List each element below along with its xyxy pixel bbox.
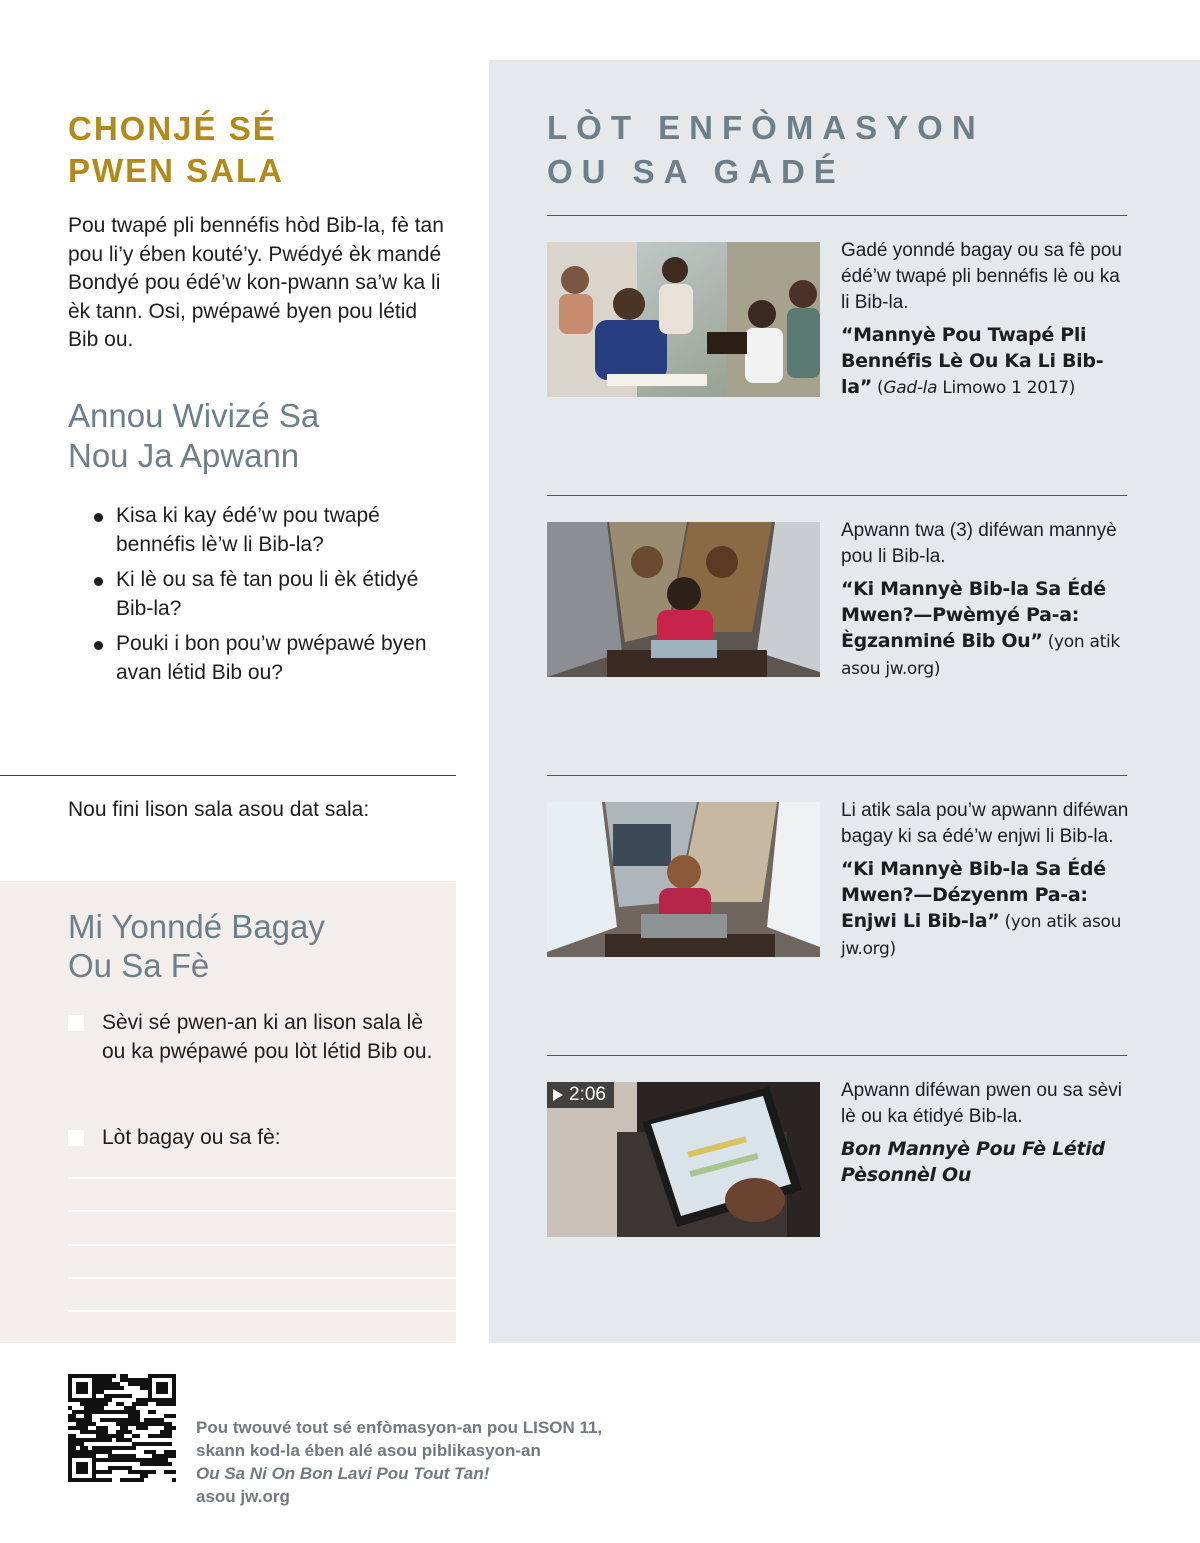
review-question [92,630,432,687]
footer-site: asou jw.org [196,1487,290,1506]
writing-line[interactable] [68,1244,456,1246]
article-reference[interactable] [841,322,1131,401]
article-title-link[interactable]: “Mannyè Pou Twapé Pli Bennéfis Lè Ou Ka Li Bib-la” [841,324,1104,398]
lesson-heading-line: PWEN SALA [68,152,284,189]
article-description: Gadé yonndé bagay ou sa fè pou édé’w twapé pli bennéfis lè ou ka li Bib-la. [841,240,1123,313]
todo-item[interactable] [68,1124,438,1153]
article-thumbnail-girl-reading[interactable] [547,522,820,677]
checkbox-icon[interactable] [68,1130,84,1146]
todo-heading [68,907,325,985]
review-question-text: Ki lè ou sa fè tan pou li èk étidyé Bib-la? [116,568,419,620]
todo-heading-line: Ou Sa Fè [68,947,210,984]
article-item [841,798,1131,962]
article-source: (yon atik asou jw.org) [841,912,1122,959]
article-item [841,518,1131,682]
item-divider [547,215,1127,216]
footer-line [196,1462,602,1508]
review-question-list [92,502,432,694]
article-thumbnail-girl-with-bible[interactable] [547,802,820,957]
source-open: ( [871,378,884,398]
more-info-heading-line: LÒT ENFÒMASYON [547,109,985,146]
article-description: Li atik sala pou’w apwann diféwan bagay ki sa édé’w enjwi li Bib-la. [841,800,1129,847]
bullet-icon [94,641,103,650]
video-duration: 2:06 [569,1084,606,1105]
review-question [92,566,432,623]
article-reference[interactable] [841,576,1131,682]
play-icon[interactable] [553,1089,563,1101]
qr-code-icon[interactable] [68,1374,176,1482]
footer-line: Pou twouvé tout sé enfòmasyon-an pou LISON 11, [196,1418,603,1437]
video-item [841,1078,1131,1188]
item-divider [547,495,1127,496]
todo-heading-line: Mi Yonndé Bagay [68,908,325,945]
source-publication: Gad-la [883,378,938,398]
article-source: (yon atik asou jw.org) [841,632,1120,679]
writing-line[interactable] [68,1310,456,1312]
article-title-link[interactable]: “Ki Mannyè Bib-la Sa Édé Mwen?—Pwèmyé Pa-a: Ègzanminé Bib Ou” [841,578,1106,652]
review-question-text: Kisa ki kay édé’w pou twapé bennéfis lè’w li Bib-la? [116,504,380,556]
todo-item[interactable] [68,1009,438,1066]
review-question [92,502,432,559]
article-item [841,238,1131,401]
writing-line[interactable] [68,1277,456,1279]
intro-paragraph: Pou twapé pli bennéfis hòd Bib-la, fè tan pou li’y ében kouté’y. Pwédyé èk mandé Bondyé pou édé’w kon-pwann sa’w ka li èk tann. Osi, pwépawé byen pou létid Bib ou. [68,214,444,351]
item-divider [547,775,1127,776]
article-reference[interactable] [841,856,1131,962]
item-divider [547,1055,1127,1056]
article-title-link[interactable]: “Ki Mannyè Bib-la Sa Édé Mwen?—Dézyenm Pa-a: Enjwi Li Bib-la” [841,858,1106,932]
video-title-link[interactable]: Bon Mannyè Pou Fè Létid Pèsonnèl Ou [841,1138,1105,1186]
article-thumbnail-people-reading-bible[interactable] [547,242,820,397]
writing-line[interactable] [68,1210,456,1212]
review-heading-line: Nou Ja Apwann [68,437,300,474]
video-description: Apwann diféwan pwen ou sa sèvi lè ou ka étidyé Bib-la. [841,1080,1122,1127]
section-divider [0,775,456,776]
article-description: Apwann twa (3) diféwan mannyè pou li Bib-la. [841,520,1117,567]
video-duration-badge[interactable] [547,1082,614,1108]
lesson-heading-line: CHONJÉ SÉ [68,110,277,147]
video-thumbnail-tablet-study[interactable] [547,1082,820,1237]
lesson-heading [68,108,284,192]
completion-date-line: Nou fini lison sala asou dat sala: [68,798,370,821]
bullet-icon [94,577,103,586]
checkbox-icon[interactable] [68,1015,84,1031]
review-heading-line: Annou Wivizé Sa [68,397,320,434]
review-question-text: Pouki i bon pou’w pwépawé byen avan létid Bib ou? [116,632,427,684]
bullet-icon [94,513,103,522]
review-heading [68,396,319,476]
publication-title: Ou Sa Ni On Bon Lavi Pou Tout Tan! [196,1464,490,1483]
writing-line[interactable] [68,1177,456,1179]
footer-note [196,1416,602,1508]
todo-item-text: Lòt bagay ou sa fè: [102,1126,281,1149]
more-info-heading [547,106,985,194]
footer-line: skann kod-la ében alé asou piblikasyon-an [196,1441,541,1460]
more-info-heading-line: OU SA GADÉ [547,153,845,190]
todo-item-text: Sèvi sé pwen-an ki an lison sala lè ou ka pwépawé pou lòt létid Bib ou. [102,1011,433,1063]
source-issue: Limowo 1 2017) [937,378,1076,398]
